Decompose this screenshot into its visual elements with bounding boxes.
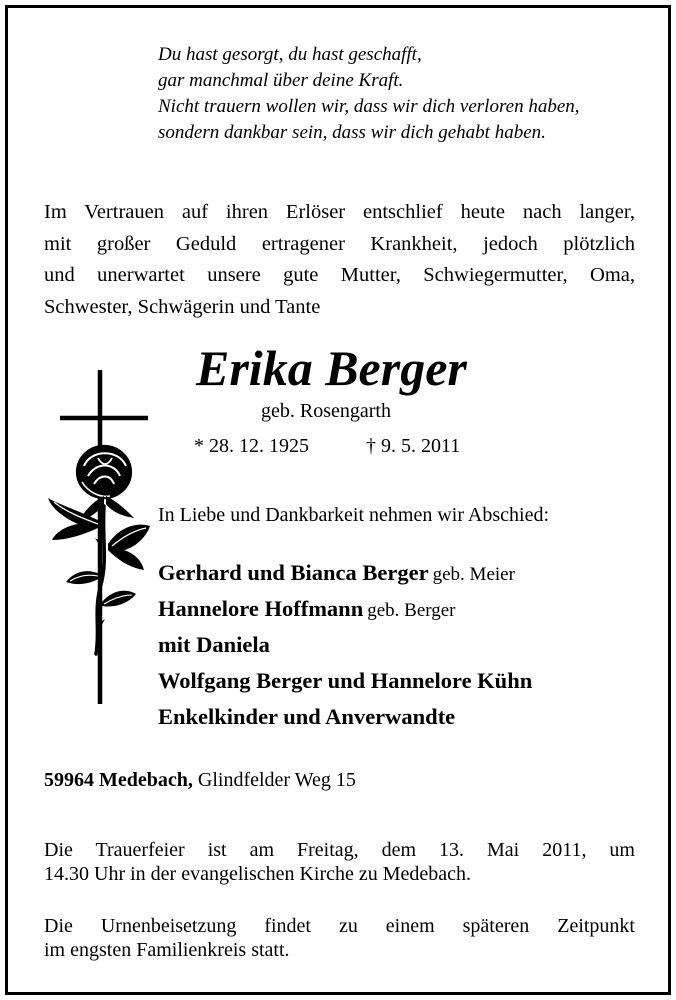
death-date: † 9. 5. 2011: [366, 435, 461, 457]
poem-line: Du hast gesorgt, du hast geschafft,: [158, 44, 422, 65]
poem-line: sondern dankbar sein, dass wir dich gehabt haben.: [158, 122, 546, 143]
mourner-entry: [158, 591, 658, 627]
mourner-maiden-name: geb. Meier: [432, 564, 515, 585]
mourner-entry: [158, 699, 658, 735]
birth-name: geb. Rosengarth: [261, 400, 391, 422]
life-dates: [194, 433, 514, 459]
obituary-notice: [5, 5, 671, 995]
mourner-name: Gerhard und Bianca Berger: [158, 560, 429, 585]
funeral-service-info: [44, 838, 635, 886]
address-street: Glindfelder Weg 15: [197, 769, 356, 791]
farewell-line: In Liebe und Dankbarkeit nehmen wir Abschied:: [158, 504, 549, 526]
mourner-entry: [158, 627, 658, 663]
mourner-maiden-name: geb. Berger: [367, 600, 456, 621]
address-city: 59964 Medebach,: [44, 769, 193, 791]
burial-line: Die Urnenbeisetzung findet zu einem späteren Zeitpunkt: [44, 915, 635, 937]
announcement-line: und unerwartet unsere gute Mutter, Schwiegermutter, Oma,: [44, 264, 635, 286]
mourner-name: Hannelore Hoffmann: [158, 596, 364, 621]
burial-line: im engsten Familienkreis statt.: [44, 939, 290, 961]
memorial-poem: [158, 42, 628, 146]
urn-burial-info: [44, 914, 635, 962]
deceased-name: Erika Berger: [196, 340, 467, 396]
poem-line: Nicht trauern wollen wir, dass wir dich verloren haben,: [158, 96, 580, 117]
mourner-name: Enkelkinder und Anverwandte: [158, 704, 456, 729]
announcement-line: mit großer Geduld ertragener Krankheit, jedoch plötzlich: [44, 232, 635, 255]
family-address: [44, 767, 544, 793]
announcement-line: Schwester, Schwägerin und Tante: [44, 295, 321, 318]
mourner-entry: [158, 663, 658, 699]
mourner-name: Wolfgang Berger und Hannelore Kühn: [158, 668, 533, 693]
cross-with-rose-icon: [38, 362, 156, 712]
mourner-entry: [158, 555, 658, 591]
mourner-name: mit Daniela: [158, 632, 270, 657]
service-line: 14.30 Uhr in der evangelischen Kirche zu Medebach.: [44, 863, 472, 885]
service-line: Die Trauerfeier ist am Freitag, dem 13. Mai 2011, um: [44, 839, 635, 861]
birth-date: * 28. 12. 1925: [194, 435, 309, 457]
announcement-text: [44, 197, 635, 323]
announcement-line: Im Vertrauen auf ihren Erlöser entschlief heute nach langer,: [44, 201, 635, 223]
mourners-list: [158, 555, 658, 735]
poem-line: gar manchmal über deine Kraft.: [158, 70, 404, 91]
